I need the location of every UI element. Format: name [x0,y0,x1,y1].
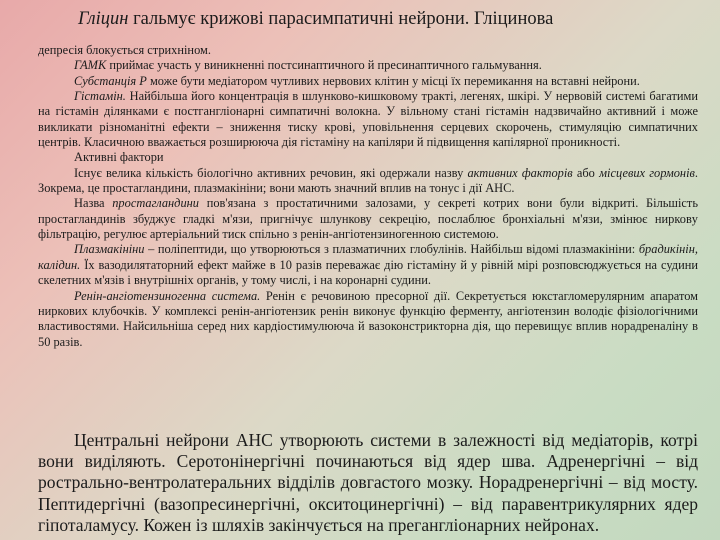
outro-block [38,430,698,536]
plasmakinins-paragraph [38,242,698,288]
active-factors-paragraph [38,166,698,197]
glycine-text: гальмує крижові парасимпатичні нейрони. Гліцинова [128,9,554,29]
prostaglandins-term: простагландини [112,196,199,211]
active-factors-heading: Активні фактори [74,150,164,165]
gamk-paragraph [38,58,698,73]
active-text-3: . Зокрема, це простагландини, плазмакініни; вони мають значний вплив на тонус і дії АНС. [38,165,699,196]
local-hormones-term: місцевих гормонів [599,165,695,180]
active-text-2: або [572,165,600,180]
substance-p-term: Субстанція Р [74,73,147,88]
glycine-paragraph [38,6,698,32]
substance-p-paragraph [38,74,698,89]
histamine-term: Гістамін. [74,89,126,104]
bradykinin-term: брадикінін, калідин. [38,242,698,272]
active-factors-term: активних факторів [467,165,573,180]
prostaglandins-text-2: пов'язана з простатичними залозами, у секреті котрих вони були відкриті. Більшість простагландинів збуджує гладкі м'язи, пригнічує шлункову секрецію, послаблює бронхіальні м'язи, змінює нирковy фільтрацію, регулює артеріальний тиск спільно з ренін-ангіотензиногенною системою. [38,196,698,242]
plasmakinins-term: Плазмакініни [74,242,145,257]
glycine-term: Гліцин [78,9,129,29]
renin-term: Ренін-ангіотензиногенна система. [74,288,261,303]
gamk-term: ГАМК [74,58,107,73]
renin-paragraph [38,289,698,350]
renin-text: Ренін є речовиною пресорної дії. Секретується юкстагломерулярним апаратом ниркових клубочків. У комплексі ренін-ангіотензик ренін виконує функцію ферменту, ангіотензин володіє фізіологічними властивостями. Найсильніша серед них кардіостимулююча й вазоконстрикторна дія, що перевищує вплив норадреналіну в 50 разів. [38,288,698,349]
histamine-text: Найбільша його концентрація в шлунково-кишковому тракті, легенях, шкірі. У нервовій системі багатими на гістамін ділянками є постгангліонарні симпатичні волокна. У вільному стані гістамін надзвичайно активний і може викликати різноманітні ефекти – зниження тиску крові, уповільнення серцевих скорочень, стимуляцію симпатичних центрів. Класичною вважається розширююча дія гістаміну на капіляри й підвищення капілярної проникності. [38,89,698,150]
intro-block [38,6,698,32]
prostaglandins-text-1: Назва [74,196,113,211]
histamine-paragraph [38,89,698,150]
plasmakinins-text-1: – поліпептиди, що утворюються з плазматичних глобулінів. Найбільш відомі плазмакініни: [144,242,639,257]
substance-p-text: може бути медіатором чутливих нервових клітин у місці їх перемикання на вставні нейрони. [146,73,640,88]
prostaglandins-paragraph [38,196,698,242]
gamk-text: приймає участь у виникненні постсинаптичного й пресинаптичного гальмування. [106,58,542,73]
central-neurons-paragraph: Центральні нейрони АНС утворюють системи в залежності від медіаторів, котрі вони виділяють. Серотонінергічні починаються від ядер шва. Адренергічні – від рострально-вентролатеральних відділів довгастого мозку. Норадренергічні – від мосту. Пептидергічні (вазопресинергічні, окситоцинергічні) – від паравентрикулярних ядер гіпоталамусу. Кожен із шляхів закінчується на прегангліонарних нейронах. [38,430,698,535]
active-text-1: Існує велика кількість біологічно активних речовин, які одержали назву [74,165,468,180]
plasmakinins-text-2: Їх вазодилятаторний ефект майже в 10 разів переважає дію гістаміну й у рівній мірі розповсюджується на судини скелетних м'язів і внутрішніх органів, у тому числі, і на коронарні судини. [38,257,698,288]
glycine-continuation: депресія блокується стрихніном. [38,43,211,57]
small-text-block [38,43,698,350]
